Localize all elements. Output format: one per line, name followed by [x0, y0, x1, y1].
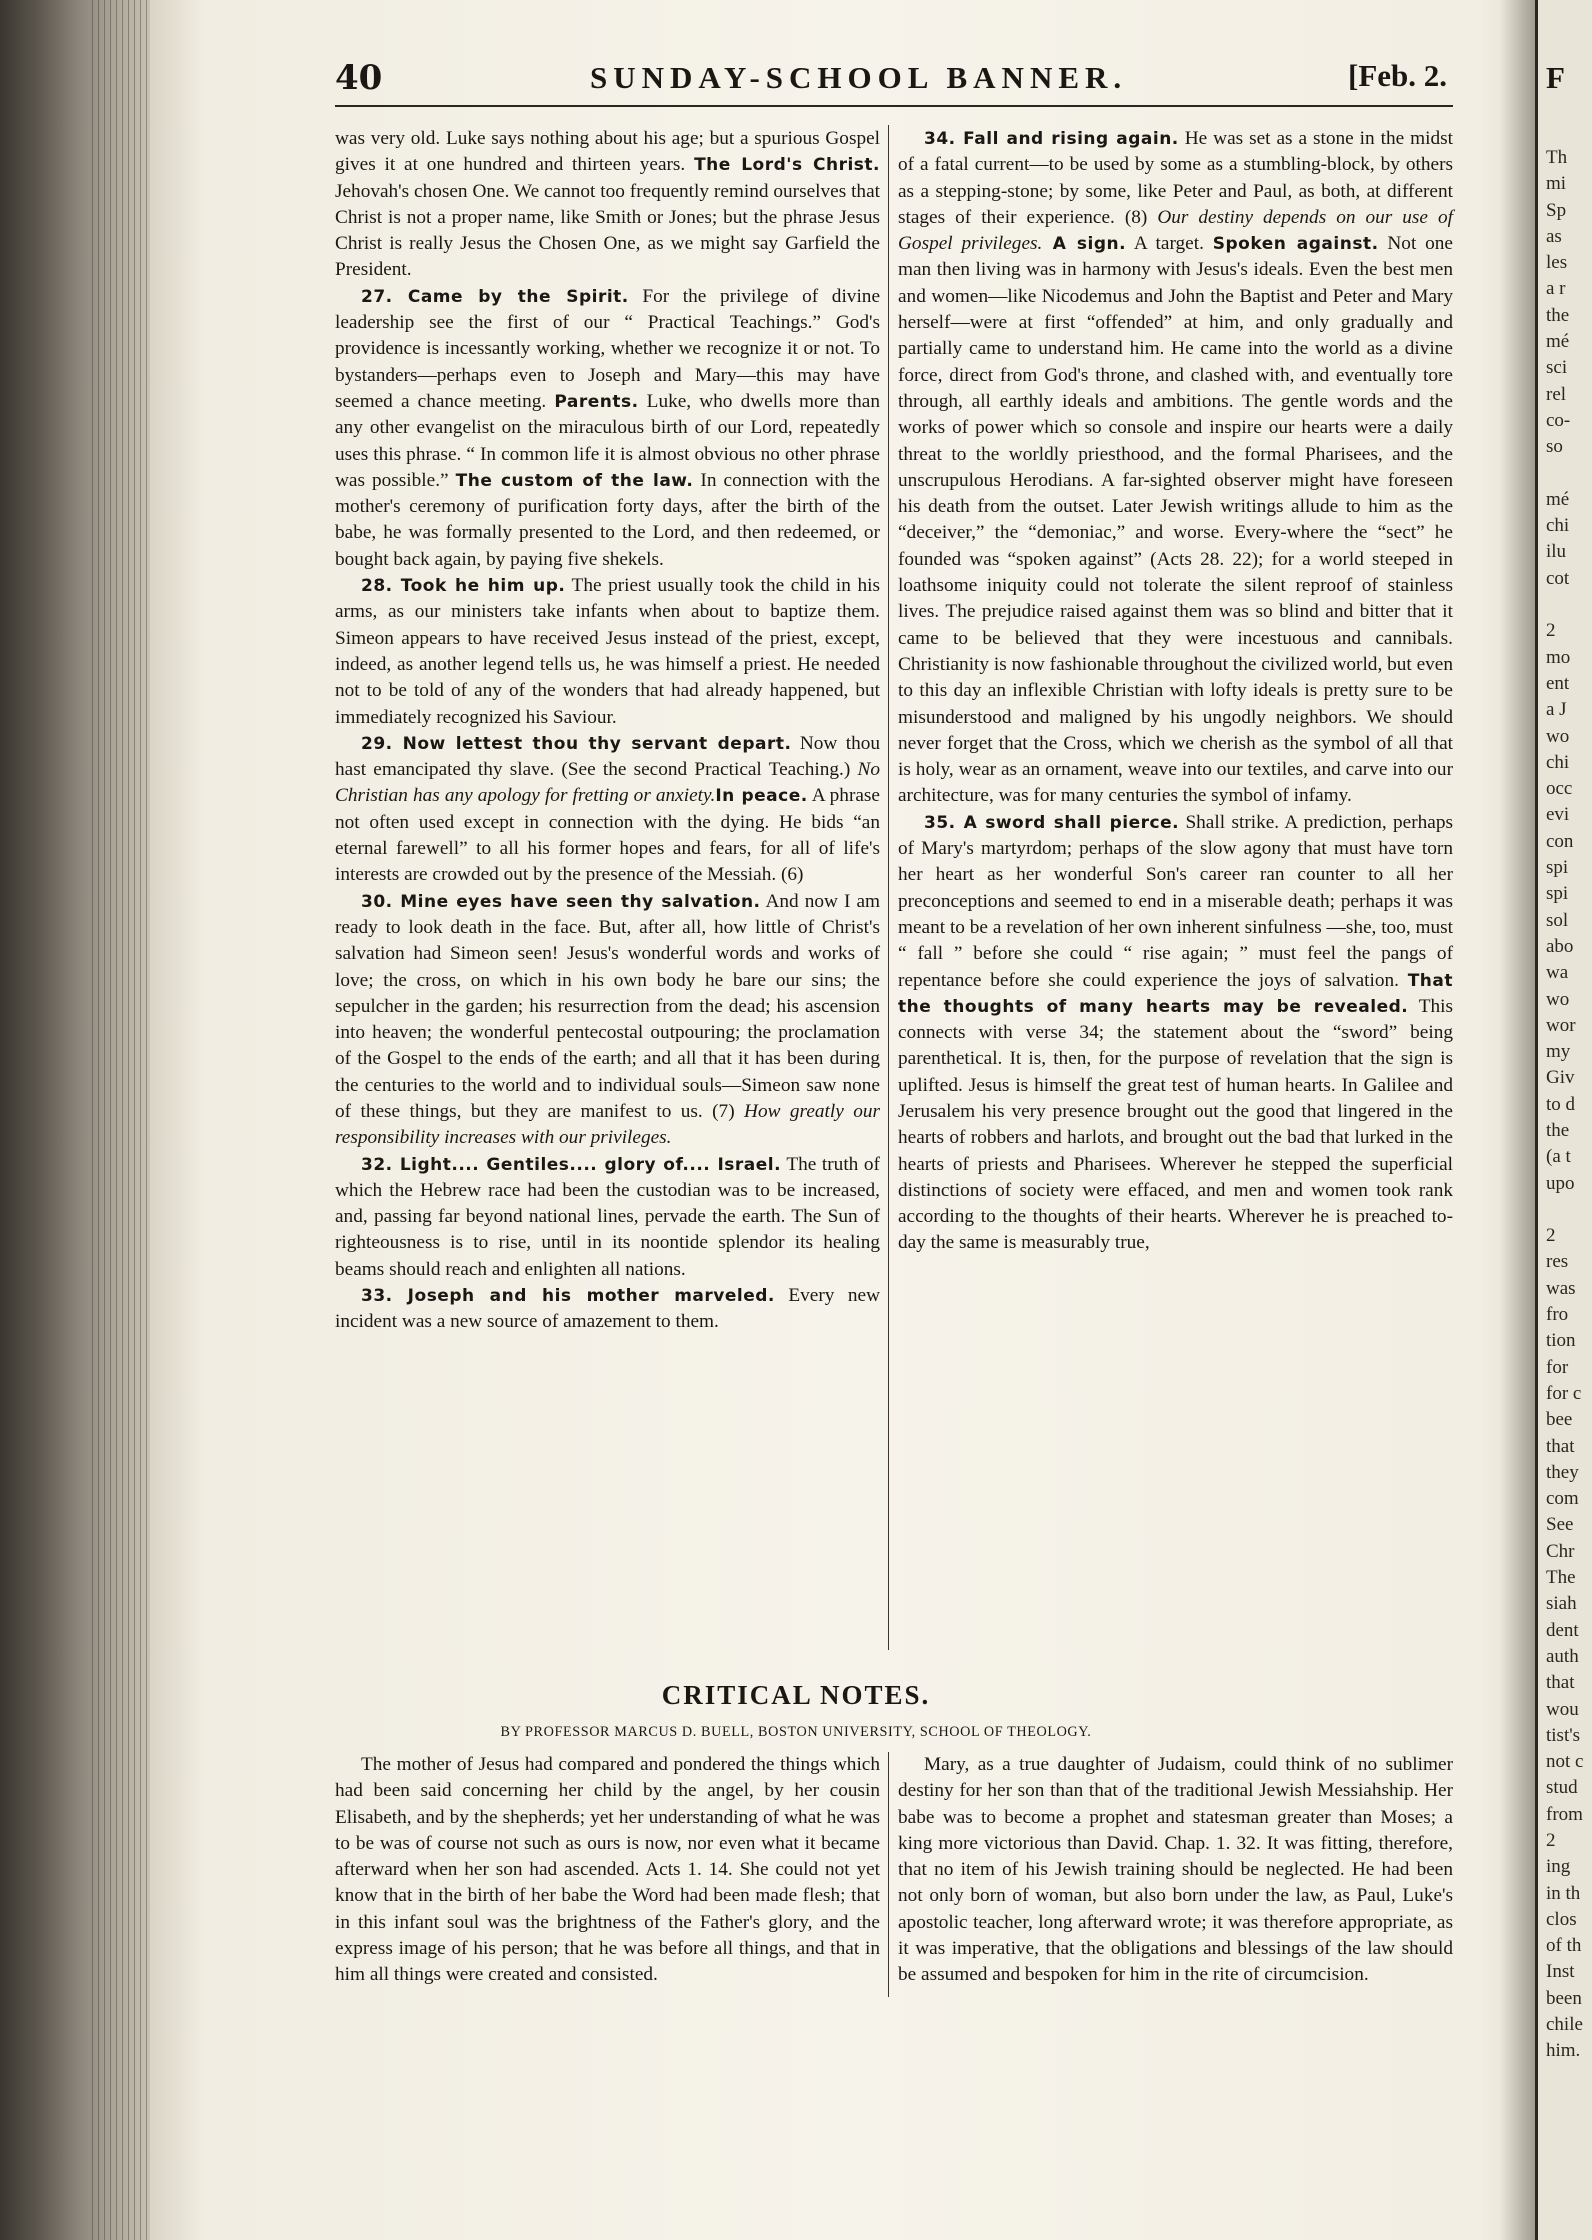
facing-page-line-start: bee: [1546, 1409, 1573, 1431]
facing-page-line-start: abo: [1546, 935, 1574, 957]
verse-heading: 34. Fall and rising again.: [924, 129, 1179, 149]
facing-page-line-start: siah: [1546, 1593, 1577, 1615]
italic-teaching: How greatly our responsibility increases with our privileges.: [335, 1100, 880, 1149]
left-paragraph: [335, 284, 880, 573]
facing-page-line-start: mi: [1546, 173, 1567, 195]
facing-page-line-start: [1546, 1197, 1592, 1223]
left-paragraph: [335, 1152, 880, 1283]
facing-page-line-start: my: [1546, 1041, 1571, 1063]
verse-heading: The Lord's Christ.: [694, 155, 880, 176]
verse-heading: A sign.: [1042, 234, 1127, 255]
facing-page-line-starts: [1546, 145, 1592, 2065]
facing-page-line-start: co-: [1546, 409, 1571, 431]
facing-page-line-start: ilu: [1546, 541, 1567, 563]
facing-page-line-start: con: [1546, 830, 1574, 852]
facing-page-line-start: rel: [1546, 383, 1567, 405]
verse-heading: The custom of the law.: [455, 470, 694, 491]
facing-page-line-start: a J: [1546, 699, 1567, 721]
facing-page-line-start: Chr: [1546, 1540, 1575, 1562]
facing-page-line-start: com: [1546, 1488, 1579, 1510]
facing-page-line-start: of th: [1546, 1935, 1582, 1957]
facing-page-line-start: Th: [1546, 147, 1568, 168]
facing-page-line-start: mo: [1546, 646, 1571, 668]
verse-heading: Spoken against.: [1212, 234, 1379, 255]
verse-heading: 33. Joseph and his mother marveled.: [361, 1286, 775, 1307]
italic-teaching: Our destiny depends on our use of Gospel privileges.: [898, 206, 1453, 255]
critical-notes-left-paragraph: The mother of Jesus had compared and pondered the things which had been said concerning her child by the angel, by her cousin Elisabeth, and by the shepherds; yet her understanding of what he was to be was of course not such as ours is now, nor even what it became afterward when her son had ascended. Acts 1. 14. She could not yet know that in the birth of her babe the Word had been made flesh; that in this infant soul was the brightness of the Father's glory, and the express image of his person; that he was before all things, and that in him all things were created and consisted.: [335, 1754, 880, 1986]
critical-notes-title: CRITICAL NOTES.: [661, 1680, 931, 1710]
paragraph-text: A phrase not often used except in connection with the dying. He bids “an eternal farewell” to all his former hopes and fears, for all of life's interests are crowded out by the presence of the Messiah. (6): [335, 785, 880, 886]
facing-page-line-start: chi: [1546, 515, 1570, 537]
facing-page-line-start: chi: [1546, 751, 1570, 773]
facing-page-line-start: wor: [1546, 1014, 1576, 1036]
facing-page-line-start: for: [1546, 1356, 1569, 1378]
paragraph-text: Not one man then living was in harmony with Jesus's ideals. Even the best men and women—like Nicodemus and John the Baptist and Peter and Mary herself—were at first “offended” at him, and only gradually and partially came to understand him. He came into the world as a divine force, direct from God's throne, and clashed with, and eventually tore through, all earthly ideals and ambitions. The gentle words and the works of power which so console and inspire our hearts were a daily threat to the worldly priesthood, and the formal Pharisees, and the unscrupulous Herodians. A far-sighted observer might have foreseen his death from the outset. Later Jewish writings allude to him as the “deceiver,” the “demoniac,” and worse. Every-where the “sect” he founded was “spoken against” (Acts 28. 22); for a world steeped in loathsome iniquity could not tolerate the silent reproof of stainless lives. The prejudice raised against them was so blind and bitter that it came to be believed that they were incestuous and cannibals. Christianity is now fashionable throughout the civilized world, but even to this day an inflexible Christian with lofty ideals is pretty sure to be misunderstood and maligned by his ungodly neighbors. We should never forget that the Cross, which we cherish as the symbol of all that is holy, wear as an ornament, weave into our textiles, and carve into our architecture, was for many centuries the symbol of infamy.: [898, 233, 1453, 807]
facing-page-line-start: Inst: [1546, 1961, 1575, 1983]
verse-heading: 29. Now lettest thou thy servant depart.: [361, 733, 792, 754]
facing-page-line-start: wou: [1546, 1698, 1579, 1720]
facing-page-line-start: The: [1546, 1567, 1576, 1589]
verse-heading: 30. Mine eyes have seen thy salvation.: [361, 891, 761, 912]
facing-page-line-start: [1546, 461, 1592, 487]
paragraph-text: Luke, who dwells more than any other evangelist on the miraculous birth of our Lord, repeatedly uses this phrase. “ In common life it is almost obvious no other phrase was possible.”: [335, 390, 880, 491]
gutter-shadow: [1500, 0, 1535, 2240]
critical-notes-left: [335, 1752, 880, 1989]
verse-heading: Parents.: [554, 391, 639, 412]
facing-page-line-start: a r: [1546, 278, 1566, 300]
facing-page-line-start: for c: [1546, 1382, 1582, 1404]
facing-page-line-start: that: [1546, 1672, 1575, 1694]
facing-page-line-start: [1546, 592, 1592, 618]
paragraph-text: A target.: [1126, 233, 1213, 255]
facing-page-line-start: evi: [1546, 804, 1570, 826]
paragraph-text: For the privilege of divine leadership see the first of our “ Practical Teachings.” God's providence is incessantly working, whether we recognize it or not. To bystanders—perhaps even to Joseph and Mary—this may have seemed a chance meeting.: [335, 285, 880, 412]
facing-page-line-start: as: [1546, 225, 1562, 247]
facing-page-line-start: clos: [1546, 1908, 1577, 1930]
facing-page-line-start: from: [1546, 1803, 1583, 1825]
facing-page-line-start: 2: [1546, 1830, 1556, 1851]
paragraph-text: Jehovah's chosen One. We cannot too frequently remind ourselves that Christ is not a proper name, like Smith or Jones; but the phrase Jesus Christ is really Jesus the Chosen One, as we might say Garfield the President.: [335, 180, 880, 281]
facing-page-line-start: stud: [1546, 1777, 1578, 1799]
facing-page-line-start: not c: [1546, 1751, 1584, 1773]
facing-page-line-start: was: [1546, 1277, 1576, 1299]
facing-page-line-start: spi: [1546, 857, 1569, 879]
facing-page-line-start: 2: [1546, 620, 1556, 642]
facing-page-line-start: that: [1546, 1435, 1575, 1457]
issue-date: [Feb. 2.: [1348, 58, 1448, 93]
paragraph-text: The truth of which the Hebrew race had been the custodian was to be increased, and, passing far beyond national lines, pervade the earth. The Sun of righteousness is to rise, until in its noontide splendor its healing beams should reach and enlighten all nations.: [335, 1153, 880, 1280]
facing-page-line-start: the: [1546, 304, 1570, 326]
paragraph-text: was very old. Luke says nothing about his age; but a spurious Gospel gives it at one hundred and thirteen years.: [335, 128, 880, 176]
paragraph-text: Shall strike. A prediction, perhaps of Mary's martyrdom; perhaps of the slow agony that must have torn her heart as her wonderful Son's career ran counter to all her preconceptions and seemed to end in a miserable death; perhaps it was meant to be a revelation of her own inherent sinfulness —she, too, must “ fall ” before she could “ rise again; ” must feel the pangs of repentance before she could experience the joys of salvation.: [898, 811, 1453, 991]
verse-heading: That the thoughts of many hearts may be revealed.: [898, 970, 1453, 1017]
right-paragraph: [898, 810, 1453, 1257]
facing-page-line-start: mé: [1546, 331, 1570, 353]
facing-page-line-start: tion: [1546, 1330, 1576, 1352]
left-paragraph: [335, 573, 880, 731]
paragraph-text: Now thou hast emancipated thy slave. (See the second Practical Teaching.): [335, 732, 880, 781]
column-divider: [888, 125, 889, 1650]
facing-page-line-start: tist's: [1546, 1724, 1581, 1746]
left-paragraph: [335, 731, 880, 889]
verse-heading: 27. Came by the Spirit.: [361, 286, 629, 307]
verse-heading: 35. A sword shall pierce.: [924, 812, 1180, 833]
facing-page-line-start: res: [1546, 1251, 1569, 1273]
header-rule: [335, 105, 1453, 107]
verse-heading: 32. Light.... Gentiles.... glory of.... Israel.: [361, 1154, 782, 1175]
facing-page-line-start: sol: [1546, 909, 1569, 931]
facing-page-line-start: fro: [1546, 1304, 1569, 1326]
facing-page-line-start: Sp: [1546, 199, 1567, 221]
verse-heading: In peace.: [715, 786, 808, 807]
running-title: SUNDAY-SCHOOL BANNER.: [590, 60, 1128, 95]
facing-page-line-start: him.: [1546, 2040, 1581, 2062]
right-column: [898, 126, 1453, 1257]
facing-page-line-start: 2: [1546, 1225, 1556, 1247]
critical-notes-right-paragraph: Mary, as a true daughter of Judaism, could think of no sublimer destiny for her son than that of the traditional Jewish Messiahship. Her babe was to become a prophet and statesman greater than Moses; a king more victorious than David. Chap. 1. 32. It was fitting, therefore, that no item of his Jewish training should be neglected. He had been not only born of woman, but also born under the law, as Paul, Luke's apostolic teacher, long afterward wrote; it was therefore appropriate, as it was imperative, that the obligations and blessings of the law should be assumed and bespoken for him in the rite of circumcision.: [898, 1754, 1453, 1986]
facing-page-line-start: (a t: [1546, 1146, 1571, 1168]
facing-page-line-start: wo: [1546, 725, 1570, 747]
paragraph-text: In connection with the mother's ceremony of purification forty days, after the birth of the babe, he was formally presented to the Lord, and then redeemed, or bought back again, by paying five shekels.: [335, 469, 880, 570]
left-paragraph: [335, 126, 880, 284]
page-number: 40: [335, 58, 383, 98]
facing-page-line-start: chile: [1546, 2014, 1583, 2036]
facing-page-line-start: spi: [1546, 883, 1569, 905]
critical-notes-byline: BY PROFESSOR MARCUS D. BUELL, BOSTON UNIVERSITY, SCHOOL OF THEOLOGY.: [500, 1724, 1092, 1740]
facing-page-line-start: See: [1546, 1514, 1574, 1536]
facing-page-line-start: in th: [1546, 1882, 1581, 1904]
facing-page-line-start: Giv: [1546, 1067, 1575, 1089]
verse-heading: 28. Took he him up.: [361, 576, 566, 597]
paragraph-text: He was set as a stone in the midst of a fatal current—to be used by some as a stumbling-block, by others as a stepping-stone; by some, like Peter and Paul, as both, at different stages of their experience. (8): [898, 128, 1454, 228]
facing-page-line-start: dent: [1546, 1619, 1579, 1641]
facing-page-line-start: so: [1546, 436, 1563, 458]
facing-page-line-start: wo: [1546, 988, 1570, 1010]
facing-page-line-start: to d: [1546, 1093, 1576, 1115]
facing-page-line-start: they: [1546, 1461, 1579, 1483]
italic-teaching: No Christian has any apology for fretting or anxiety.: [335, 759, 880, 807]
notes-column-divider: [888, 1752, 889, 1997]
facing-page-line-start: wa: [1546, 962, 1569, 984]
paragraph-text: The priest usually took the child in his arms, as our ministers take infants when about to baptize them. Simeon appears to have received Jesus instead of the priest, except, indeed, as another legend tells us, he was himself a priest. He needed not to be told of any of the wonders that had already happened, but immediately recognized his Saviour.: [335, 575, 880, 728]
left-column: [335, 126, 880, 1336]
critical-notes-right: [898, 1752, 1453, 1989]
facing-page-line-start: ing: [1546, 1856, 1571, 1878]
right-paragraph: [898, 126, 1453, 810]
left-paragraph: [335, 1283, 880, 1336]
facing-page-line-start: sci: [1546, 357, 1568, 379]
paragraph-text: Every new incident was a new source of amazement to them.: [335, 1285, 880, 1333]
facing-page-line-start: cot: [1546, 567, 1570, 589]
facing-page-line-start: upo: [1546, 1172, 1575, 1194]
facing-page-line-start: les: [1546, 252, 1568, 274]
facing-page-fragment: [1535, 0, 1592, 2240]
facing-page-line-start: been: [1546, 1987, 1582, 2009]
left-paragraph: [335, 889, 880, 1152]
facing-page-line-start: mé: [1546, 488, 1570, 510]
facing-page-line-start: occ: [1546, 778, 1573, 800]
facing-page-line-start: ent: [1546, 672, 1570, 694]
facing-page-header-letter: F: [1546, 60, 1565, 95]
facing-page-line-start: the: [1546, 1119, 1570, 1141]
paragraph-text: And now I am ready to look death in the face. But, after all, how little of Christ's salvation had Simeon seen! Jesus's wonderful words and works of love; the cross, on which in his own body he bare our sins; the sepulcher in the garden; his resurrection from the dead; his ascension into heaven; the wonderful pentecostal outpouring; the proclamation of the Gospel to the ends of the earth; and all that it has been during the centuries to the world and to individual souls—Simeon saw none of these things, but they are manifest to us. (7): [335, 890, 880, 1122]
paragraph-text: This connects with verse 34; the statement about the “sword” being parenthetical. It is, then, for the purpose of revelation that the sign is uplifted. Jesus is himself the great test of human hearts. In Galilee and Jerusalem his very presence brought out the good that lingered in the hearts of robbers and harlots, and brought out the bad that lurked in the hearts of priests and Pharisees. Wherever he stepped the superficial distinctions of society were effaced, and men and women took rank according to the thoughts of their hearts. Wherever he is preached to-day the same is measurably true,: [898, 995, 1453, 1254]
facing-page-line-start: auth: [1546, 1645, 1579, 1667]
